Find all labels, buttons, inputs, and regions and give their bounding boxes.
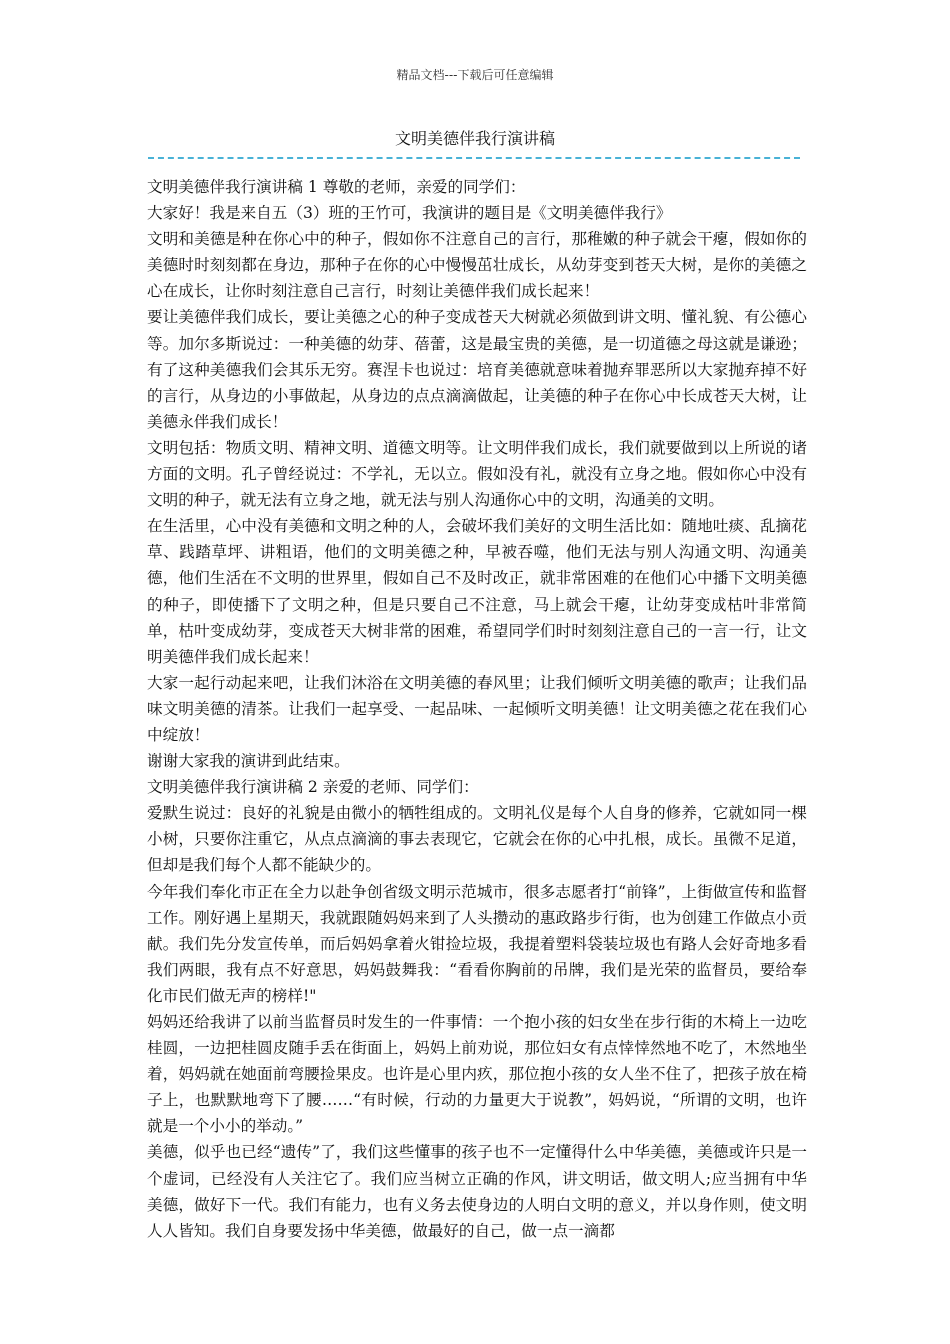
paragraph: 文明美德伴我行演讲稿 1 尊敬的老师，亲爱的同学们： [147,178,526,196]
paragraph: 美德，似乎也已经“遗传”了，我们这些懂事的孩子也不一定懂得什么中华美德，美德或许只是一个虚词，已经没有人关注它了。我们应当树立正确的作风，讲文明话，做文明人;应当拥有中华美德，做好下一代。我们有能力，也有义务去使身边的人明白文明的意义，并以身作则，使文明人人皆知。我们自身要发扬中华美德，做最好的自己，做一点一滴都 [147,1143,807,1240]
paragraph: 妈妈还给我讲了以前当监督员时发生的一件事情：一个抱小孩的妇女坐在步行街的木椅上一边吃桂圆，一边把桂圆皮随手丢在街面上，妈妈上前劝说，那位妇女有点悻悻然地不吃了，木然地坐着，妈妈就在她面前弯腰捡果皮。也许是心里内疚，那位抱小孩的女人坐不住了，把孩子放在椅子上，也默默地弯下了腰……“有时候，行动的力量更大于说教”，妈妈说，“所谓的文明，也许就是一个小小的举动。” [147,1013,807,1136]
paragraph: 谢谢大家我的演讲到此结束。 [147,752,350,771]
paragraph: 大家好！我是来自五（3）班的王竹可，我演讲的题目是《文明美德伴我行》 [147,204,672,223]
paragraph: 在生活里，心中没有美德和文明之种的人，会破坏我们美好的文明生活比如：随地吐痰、乱摘花草、践踏草坪、讲粗语，他们的文明美德之种，早被吞噬，他们无法与别人沟通文明、沟通美德，他们生活在不文明的世界里，假如自己不及时改正，就非常困难的在他们心中播下文明美德的种子，即使播下了文明之种，但是只要自己不注意，马上就会干瘪，让幼芽变成枯叶非常简单，枯叶变成幼芽，变成苍天大树非常的困难，希望同学们时时刻刻注意自己的一言一行，让文明美德伴我们成长起来！ [147,517,807,666]
paragraph: 要让美德伴我们成长，要让美德之心的种子变成苍天大树就必须做到讲文明、懂礼貌、有公德心等。加尔多斯说过：一种美德的幼芽、蓓蕾，这是最宝贵的美德，是一切道德之母这就是谦逊；有了这种美德我们会其乐无穷。赛涅卡也说过：培育美德就意味着抛弃罪恶所以大家抛弃掉不好的言行，从身边的小事做起，从身边的点点滴滴做起，让美德的种子在你心中长成苍天大树，让美德永伴我们成长！ [147,308,807,431]
paragraph: 大家一起行动起来吧，让我们沐浴在文明美德的春风里；让我们倾听文明美德的歌声；让我们品味文明美德的清茶。让我们一起享受、一起品味、一起倾听文明美德！让文明美德之花在我们心中绽放！ [147,673,807,744]
document-title: 文明美德伴我行演讲稿 [394,129,555,148]
paragraph: 爱默生说过：良好的礼貌是由微小的牺牲组成的。文明礼仪是每个人自身的修养，它就如同一棵小树，只要你注重它，从点点滴滴的事去表现它，它就会在你的心中扎根，成长。虽微不足道，但却是我们每个人都不能缺少的。 [147,804,807,875]
header-note: 精品文档---下载后可任意编辑 [396,68,554,82]
paragraph: 文明和美德是种在你心中的种子，假如你不注意自己的言行，那稚嫩的种子就会干瘪，假如你的美德时时刻刻都在身边，那种子在你的心中慢慢茁壮成长，从幼芽变到苍天大树，是你的美德之心在成长，让你时刻注意自己言行，时刻让美德伴我们成长起来！ [147,230,807,301]
title-divider [148,157,800,159]
paragraph: 文明包括：物质文明、精神文明、道德文明等。让文明伴我们成长，我们就要做到以上所说的诸方面的文明。孔子曾经说过：不学礼，无以立。假如没有礼，就没有立身之地。假如你心中没有文明的种子，就无法有立身之地，就无法与别人沟通你心中的文明，沟通美的文明。 [147,438,807,510]
paragraph: 文明美德伴我行演讲稿 2 亲爱的老师、同学们： [147,778,479,797]
document-body [147,174,807,1244]
paragraph: 今年我们奉化市正在全力以赴争创省级文明示范城市，很多志愿者打“前锋”，上街做宣传和监督工作。刚好遇上星期天，我就跟随妈妈来到了人头攒动的惠政路步行街，也为创建工作做点小贡献。我们先分发宣传单，而后妈妈拿着火钳捡垃圾，我提着塑料袋装垃圾也有路人会好奇地多看我们两眼，我有点不好意思，妈妈鼓舞我：“看看你胸前的吊牌，我们是光荣的监督员，要给奉化市民们做无声的榜样!" [147,882,807,1005]
